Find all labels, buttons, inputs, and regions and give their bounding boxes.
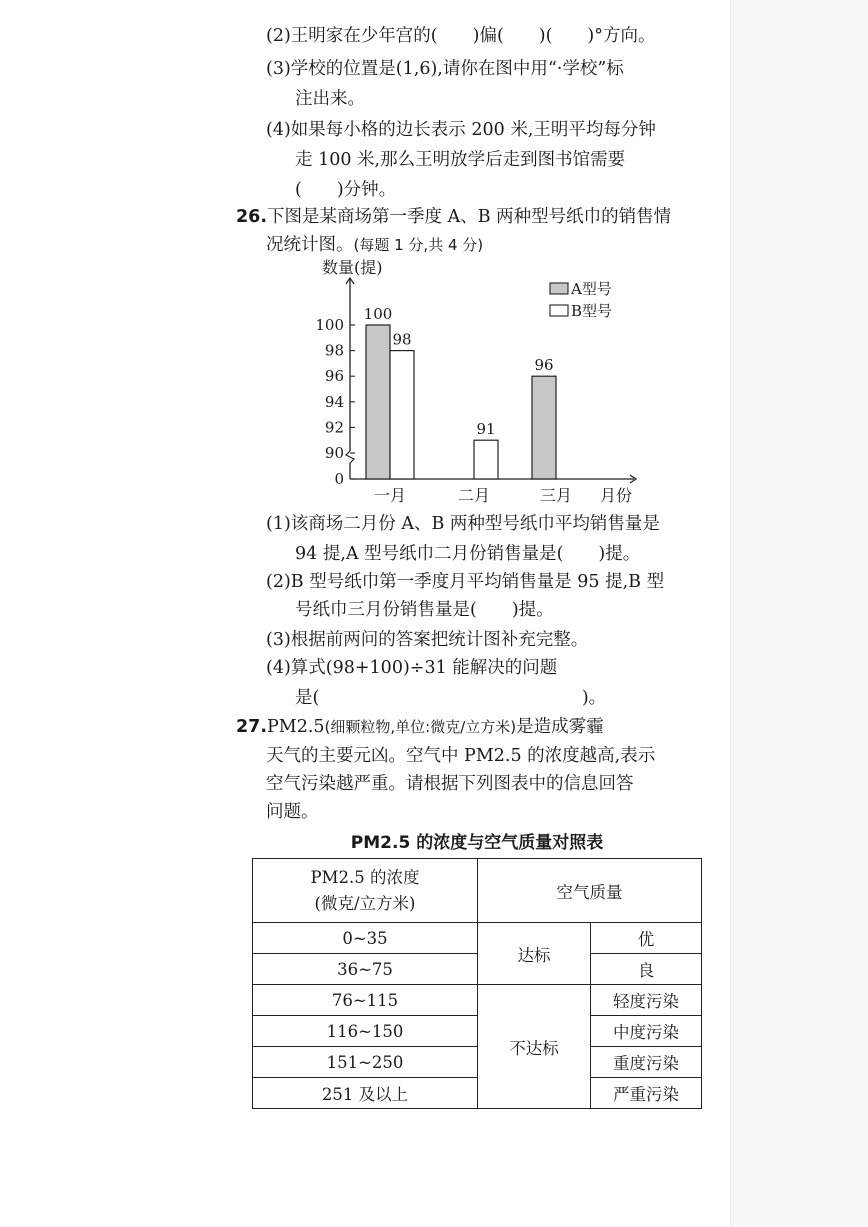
header-concentration-line2: (微克/立方米) [314, 893, 416, 913]
q25-sub3-line2: 注出来。 [295, 89, 365, 109]
q25-sub2: (2)王明家在少年宫的( )偏( )( )°方向。 [266, 26, 656, 46]
table-row [253, 923, 702, 954]
q26-stem-a: 下图是某商场第一季度 A、B 两种型号纸巾的销售情 [267, 207, 672, 227]
y-tick-label: 96 [324, 367, 344, 386]
q26-score-note: (每题 1 分,共 4 分) [353, 236, 484, 254]
q26-sub4-line2: 是( )。 [295, 688, 607, 708]
q27-stem-line1 [236, 715, 604, 739]
bar-b [474, 440, 498, 479]
q26-sub2-line2: 号纸巾三月份销售量是( )提。 [295, 600, 554, 620]
group-pass-cell: 达标 [478, 923, 591, 985]
level-cell: 轻度污染 [591, 985, 702, 1016]
table-row [253, 1078, 702, 1109]
page-edge-strip [730, 0, 868, 1227]
q26-sub1-line2: 94 提,A 型号纸巾二月份销售量是( )提。 [295, 544, 641, 564]
data-label: 96 [534, 356, 554, 375]
legend-swatch [550, 305, 568, 316]
q27-stem-a-tail: 是造成雾霾 [516, 717, 604, 737]
q26-sub3: (3)根据前两问的答案把统计图补充完整。 [266, 630, 589, 650]
header-concentration-line1: PM2.5 的浓度 [310, 867, 420, 887]
q27-stem-line4: 问题。 [266, 802, 319, 822]
y-tick-label: 0 [334, 470, 344, 488]
q27-number: 27. [236, 717, 268, 737]
q26-stem-line1 [236, 205, 671, 229]
x-tick-label: 三月 [539, 486, 573, 505]
bar-a [532, 376, 556, 479]
range-cell: 76~115 [253, 985, 478, 1016]
y-tick-label: 94 [324, 392, 344, 411]
pm25-table [252, 858, 702, 1109]
data-label: 91 [476, 420, 496, 439]
range-cell: 251 及以上 [253, 1078, 478, 1109]
bar-b [390, 351, 414, 479]
table-row [253, 985, 702, 1016]
q26-stem-b: 况统计图。 [266, 235, 354, 255]
data-label: 100 [363, 305, 393, 323]
table-title: PM2.5 的浓度与空气质量对照表 [350, 833, 604, 853]
range-cell: 0~35 [253, 923, 478, 954]
q27-stem-a-main: PM2.5 [267, 717, 325, 737]
q25-sub3-line1: (3)学校的位置是(1,6),请你在图中用“·学校”标 [266, 59, 624, 79]
y-tick-label: 92 [324, 418, 344, 437]
table-row [253, 954, 702, 985]
legend-label: A型号 [571, 280, 612, 298]
header-air-quality: 空气质量 [478, 859, 702, 923]
level-cell: 优 [591, 923, 702, 954]
q25-sub4-line3: ( )分钟。 [295, 180, 397, 200]
x-tick-label: 一月 [373, 486, 407, 505]
x-axis-title: 月份 [600, 486, 633, 505]
y-axis-title: 数量(提) [322, 258, 383, 277]
q25-sub4-line2: 走 100 米,那么王明放学后走到图书馆需要 [295, 150, 626, 170]
table-row [253, 1016, 702, 1047]
q27-stem-note: (细颗粒物,单位:微克/立方米) [324, 718, 517, 736]
x-tick-label: 二月 [457, 486, 491, 505]
range-cell: 116~150 [253, 1016, 478, 1047]
level-cell: 严重污染 [591, 1078, 702, 1109]
q26-sub1-line1: (1)该商场二月份 A、B 两种型号纸巾平均销售量是 [266, 514, 660, 534]
header-concentration [253, 859, 478, 923]
level-cell: 良 [591, 954, 702, 985]
table-row [253, 1047, 702, 1078]
range-cell: 151~250 [253, 1047, 478, 1078]
group-fail-cell: 不达标 [478, 985, 591, 1109]
legend-swatch [550, 283, 568, 294]
level-cell: 重度污染 [591, 1047, 702, 1078]
q26-sub2-line1: (2)B 型号纸巾第一季度月平均销售量是 95 提,B 型 [266, 572, 665, 592]
legend-label: B型号 [571, 302, 613, 320]
y-tick-label: 98 [324, 341, 344, 360]
level-cell: 中度污染 [591, 1016, 702, 1047]
y-tick-label: 100 [315, 316, 344, 334]
bar-a [366, 325, 390, 479]
data-label: 98 [392, 330, 412, 349]
q26-sub4-line1: (4)算式(98+100)÷31 能解决的问题 [266, 658, 558, 678]
q26-number: 26. [236, 207, 268, 227]
q27-stem-line3: 空气污染越严重。请根据下列图表中的信息回答 [266, 774, 634, 794]
q27-stem-line2: 天气的主要元凶。空气中 PM2.5 的浓度越高,表示 [266, 746, 656, 766]
table-header-row [253, 859, 702, 923]
range-cell: 36~75 [253, 954, 478, 985]
y-tick-label: 90 [324, 444, 344, 462]
q25-sub4-line1: (4)如果每小格的边长表示 200 米,王明平均每分钟 [266, 120, 656, 140]
bar-chart [300, 250, 660, 510]
